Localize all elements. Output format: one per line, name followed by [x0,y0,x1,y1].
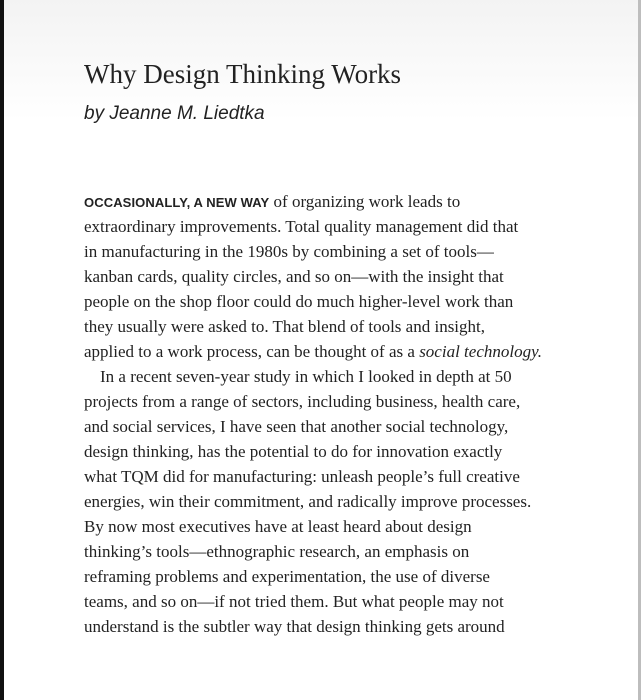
article-title: Why Design Thinking Works [84,59,402,89]
body-line: they usually were asked to. That blend of tools and insight, [84,317,486,336]
left-border [0,0,4,700]
lead-in-text: OCCASIONALLY, A NEW WAY [84,195,270,210]
body-line: kanban cards, quality circles, and so on—with the insight that [84,267,504,286]
article-byline: by Jeanne M. Liedtka [84,103,265,124]
body-line: extraordinary improvements. Total quality management did that [84,217,519,236]
body-line: people on the shop floor could do much higher-level work than [84,292,514,311]
body-line: teams, and so on—if not tried them. But what people may not [84,592,504,611]
body-line: what TQM did for manufacturing: unleash people’s full creative [84,467,520,486]
body-line: understand is the subtler way that design thinking gets around [84,617,505,636]
article-page [84,0,570,700]
body-line: energies, win their commitment, and radically improve processes. [84,492,532,511]
body-line: and social services, I have seen that another social technology, [84,417,509,436]
emphasis-text: social technology. [419,342,542,361]
body-line: in manufacturing in the 1980s by combining a set of tools— [84,242,494,261]
body-line: reframing problems and experimentation, the use of diverse [84,567,490,586]
body-line: design thinking, has the potential to do for innovation exactly [84,442,503,461]
body-line: projects from a range of sectors, including business, health care, [84,392,521,411]
body-line: By now most executives have at least heard about design [84,517,472,536]
article-body [84,189,570,639]
body-line [84,339,570,364]
paragraph-start-line: In a recent seven-year study in which I looked in depth at 50 [100,367,512,386]
body-line-text: applied to a work process, can be thought of as a [84,342,420,361]
body-line: thinking’s tools—ethnographic research, an emphasis on [84,542,470,561]
body-line-text: of organizing work leads to [269,192,461,211]
body-line [84,189,570,214]
